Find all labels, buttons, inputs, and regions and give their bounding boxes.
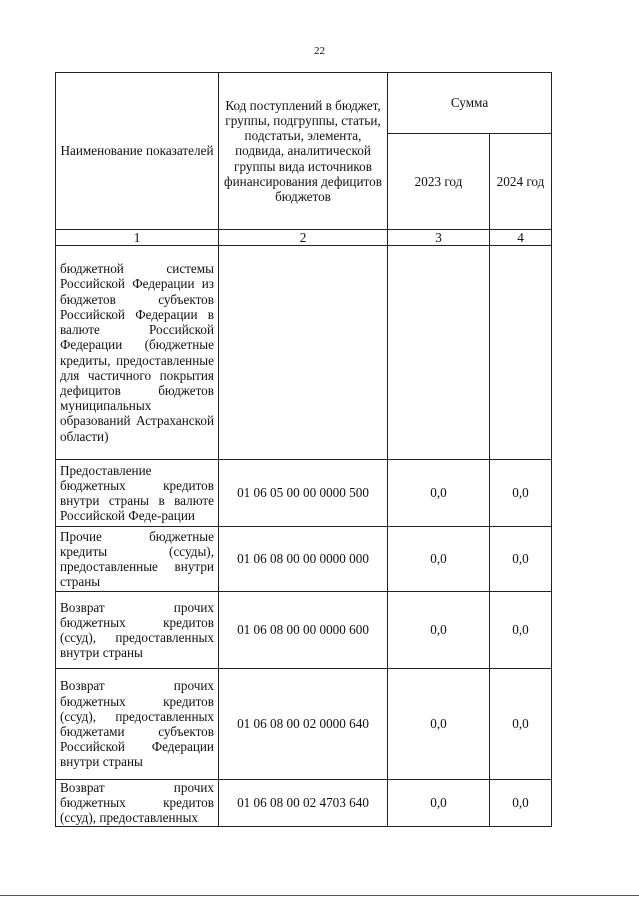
column-number: 4 <box>490 230 552 246</box>
column-number: 3 <box>388 230 490 246</box>
column-number: 2 <box>219 230 388 246</box>
amount-2024: 0,0 <box>490 669 552 780</box>
header-year-2023: 2023 год <box>388 134 490 230</box>
amount-2024: 0,0 <box>490 592 552 669</box>
budget-code: 01 06 08 00 00 0000 000 <box>219 527 388 592</box>
header-indicator-name: Наименование показателей <box>56 73 219 230</box>
amount-2023: 0,0 <box>388 780 490 827</box>
budget-code: 01 06 08 00 00 0000 600 <box>219 592 388 669</box>
table-row <box>56 669 552 780</box>
header-code: Код поступлений в бюджет, группы, подгруппы, статьи, подстатьи, элемента, подвида, аналитической группы вида источников финансирования дефицитов бюджетов <box>219 73 388 230</box>
amount-2023 <box>388 246 490 460</box>
amount-2023: 0,0 <box>388 592 490 669</box>
amount-2024: 0,0 <box>490 527 552 592</box>
amount-2023: 0,0 <box>388 527 490 592</box>
page-number: 22 <box>314 45 325 57</box>
table-row <box>56 527 552 592</box>
indicator-name: Возврат прочих бюджетных кредитов (ссуд), предоставленных <box>56 780 219 827</box>
budget-code: 01 06 08 00 02 4703 640 <box>219 780 388 827</box>
indicator-name: Возврат прочих бюджетных кредитов (ссуд), предоставленных бюджетами субъектов Российской Федерации внутри страны <box>56 669 219 780</box>
amount-2023: 0,0 <box>388 460 490 527</box>
header-year-2024: 2024 год <box>490 134 552 230</box>
budget-code: 01 06 05 00 00 0000 500 <box>219 460 388 527</box>
indicator-name: бюджетной системы Российской Федерации из бюджетов субъектов Российской Федерации в валюте Российской Федерации (бюджетные кредиты, предоставленные для частичного покрытия дефицитов бюджетов муниципальных образований Астраханской области) <box>56 246 219 460</box>
scan-bottom-edge <box>0 895 639 896</box>
amount-2024: 0,0 <box>490 780 552 827</box>
budget-code: 01 06 08 00 02 0000 640 <box>219 669 388 780</box>
amount-2023: 0,0 <box>388 669 490 780</box>
indicator-name: Возврат прочих бюджетных кредитов (ссуд), предоставленных внутри страны <box>56 592 219 669</box>
amount-2024 <box>490 246 552 460</box>
budget-code <box>219 246 388 460</box>
column-numbers-row <box>56 230 552 246</box>
table-row <box>56 246 552 460</box>
header-sum: Сумма <box>388 73 552 134</box>
table-row <box>56 592 552 669</box>
indicator-name: Предоставление бюджетных кредитов внутри страны в валюте Российской Феде-рации <box>56 460 219 527</box>
indicator-name: Прочие бюджетные кредиты (ссуды), предоставленные внутри страны <box>56 527 219 592</box>
amount-2024: 0,0 <box>490 460 552 527</box>
budget-sources-table <box>55 72 552 827</box>
column-number: 1 <box>56 230 219 246</box>
table-row <box>56 460 552 527</box>
table-row <box>56 780 552 827</box>
